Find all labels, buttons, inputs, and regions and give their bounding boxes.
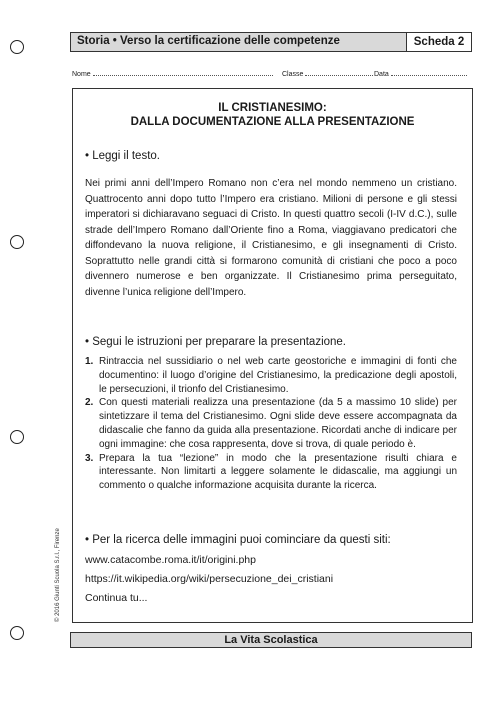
site-link-catacombe[interactable]: www.catacombe.roma.it/it/origini.php	[85, 554, 256, 566]
classe-label: Classe	[282, 71, 304, 78]
instruction-sites: • Per la ricerca delle immagini puoi cominciare da questi siti:	[85, 534, 391, 546]
binder-hole	[10, 40, 24, 54]
list-item	[85, 396, 457, 451]
instruction-read: • Leggi il testo.	[85, 150, 160, 162]
step-number: 1.	[85, 356, 94, 367]
title-line-1: IL CRISTIANESIMO:	[218, 102, 327, 114]
list-item	[85, 355, 457, 396]
page-title	[73, 101, 472, 129]
binder-hole	[10, 430, 24, 444]
header-title: Storia • Verso la certificazione delle competenze	[77, 35, 340, 47]
nome-line	[93, 68, 273, 76]
copyright-notice: © 2016 Giunti Scuola S.r.l., Firenze	[55, 528, 61, 622]
step-number: 3.	[85, 452, 94, 464]
site-link-wikipedia[interactable]: https://it.wikipedia.org/wiki/persecuzione_dei_cristiani	[85, 573, 334, 585]
steps-list	[85, 355, 457, 493]
data-label: Data	[374, 71, 389, 78]
list-item	[85, 452, 457, 493]
binder-hole	[10, 235, 24, 249]
binder-hole	[10, 626, 24, 640]
reading-paragraph: Nei primi anni dell’Impero Romano non c’era nel mondo nemmeno un cristiano. Quattrocento anni dopo tutto l’Impero era cristiano. Milioni di persone e gli stessi imperatori si dichiaravano seguaci di Cristo. In questi quattro secoli (I-IV d.C.), sulle strade dell’Impero Romano dall’Oriente fino a Roma, viaggiavano predicatori che diffondevano la nuova religione, il Cristianesimo, e gli insegnamenti di Cristo. Soprattutto nelle grandi città si formarono comunità di cristiani che poco a poco divennero numerose e ben organizzate. Il Cristianesimo prima perseguitato, divenne l’unica religione dell’Impero.	[85, 178, 457, 298]
nome-label: Nome	[72, 71, 91, 78]
title-line-2: DALLA DOCUMENTAZIONE ALLA PRESENTAZIONE	[130, 116, 415, 128]
step-text: Prepara la tua “lezione” in modo che la presentazione risulti chiara e interessante. Non limitarti a leggere solamente le didascalie, ma aggiungi un commento o qualche informazione acquisita durante la ricerca.	[99, 452, 457, 492]
step-text: Rintraccia nel sussidiario o nel web carte geostoriche e immagini di fonti che documentino: il luogo d’origine del Cristianesimo, la predicazione degli apostoli, le persecuzioni, il trionfo del Cristianesimo.	[99, 356, 457, 395]
continua-text: Continua tu...	[85, 592, 148, 604]
data-line	[391, 68, 467, 76]
step-text: Con questi materiali realizza una presentazione (da 5 a massimo 10 slide) per sintetizzare il tema del Cristianesimo. Ogni slide deve essere accompagnata da didascalie che fanno da guida alla presentazione. Ricordati anche di indicare per ogni immagine: che cosa rappresenta, dove si trova, di quale periodo è.	[99, 397, 457, 450]
instruction-follow: • Segui le istruzioni per preparare la presentazione.	[85, 336, 347, 348]
footer-label: La Vita Scolastica	[224, 634, 318, 646]
step-number: 2.	[85, 397, 94, 409]
scheda-label: Scheda 2	[406, 32, 472, 52]
content-box	[72, 88, 473, 623]
header-bar	[70, 32, 472, 52]
classe-line	[305, 68, 373, 76]
footer-bar	[70, 632, 472, 648]
